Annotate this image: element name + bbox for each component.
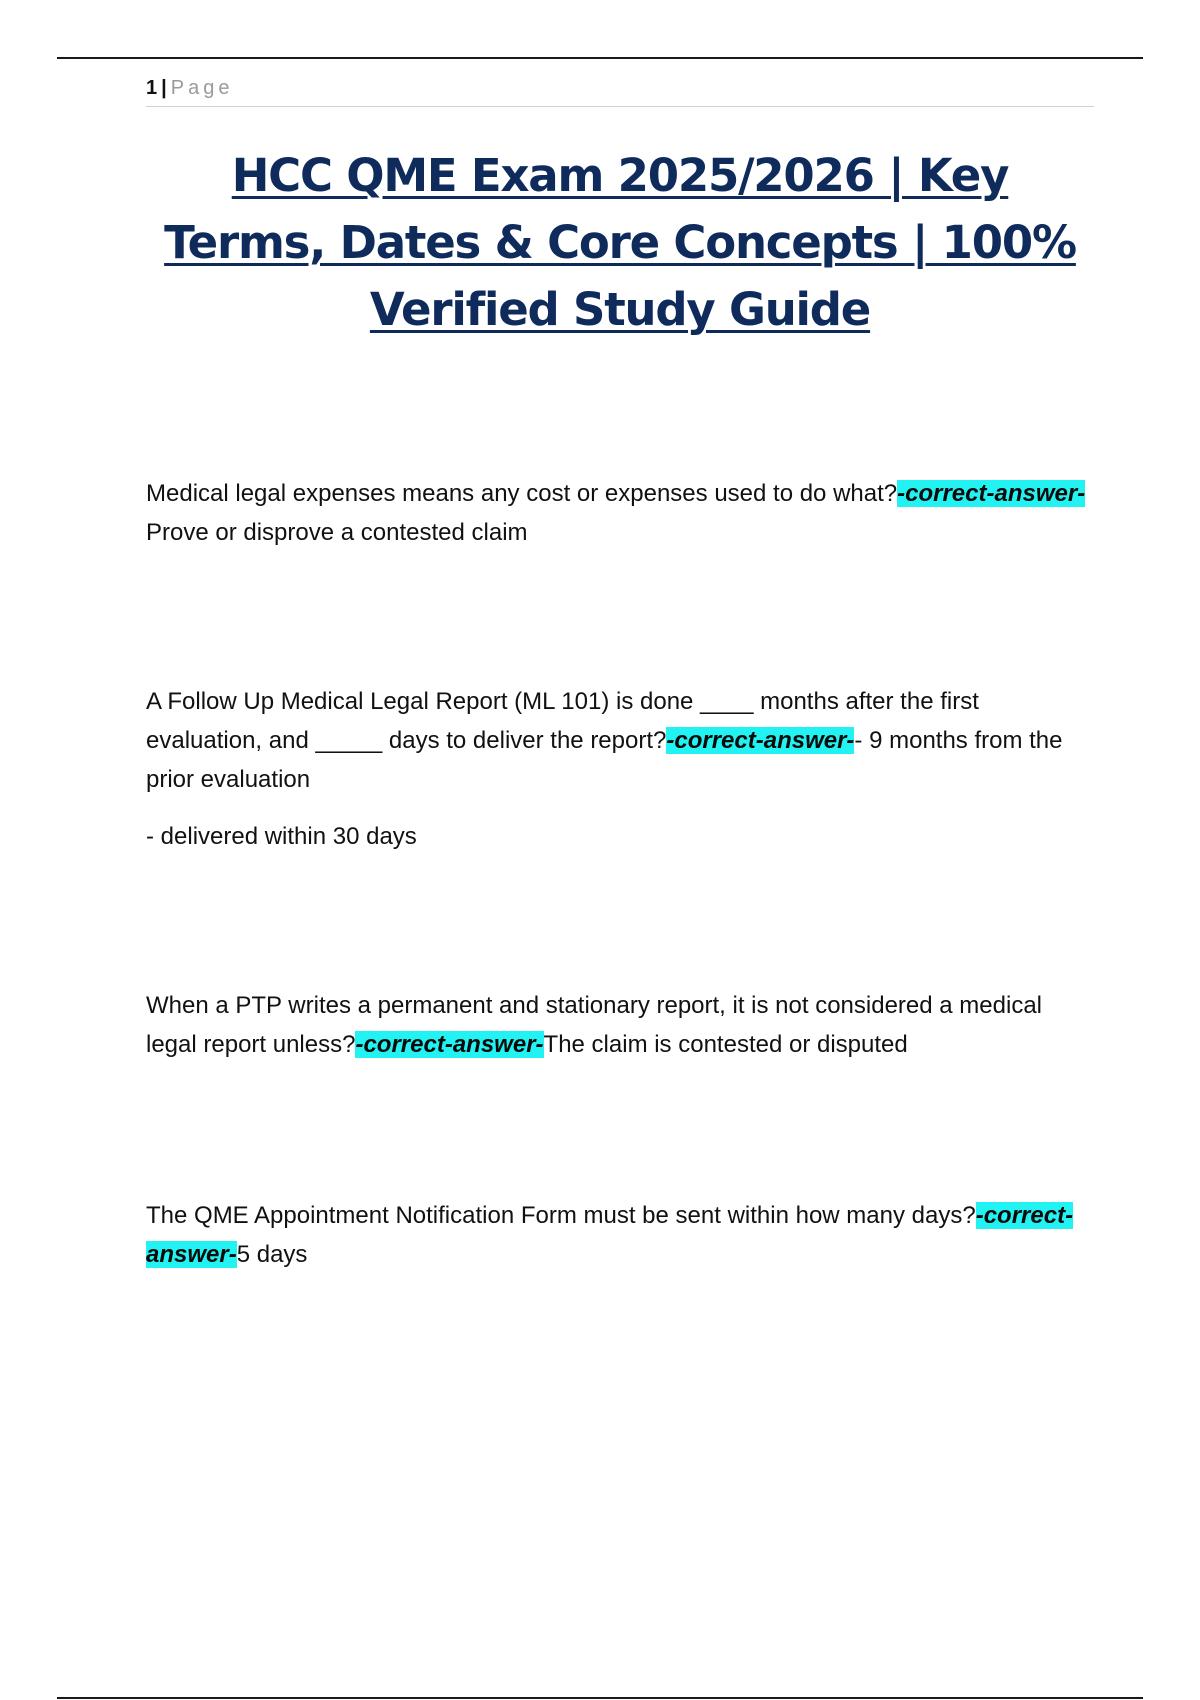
- answer-text: 5 days: [236, 1241, 308, 1268]
- document-title: HCC QME Exam 2025/2026 | Key Terms, Dates & Core Concepts | 100% Verified Study Guide: [164, 149, 1076, 336]
- qa-item-4: [146, 1196, 1094, 1274]
- question-text: When a PTP writes a permanent and stationary report, it is not considered a medical legal report unless?: [146, 992, 1043, 1058]
- qa-item-3: [146, 986, 1094, 1064]
- qa-paragraph: [146, 682, 1094, 799]
- answer-marker: -correct-answer-: [146, 1202, 1074, 1268]
- answer-text: - 9 months from the prior evaluation: [146, 727, 1063, 793]
- qa-item-1: [146, 474, 1094, 552]
- question-text: A Follow Up Medical Legal Report (ML 101) is done ____ months after the first evaluation, and _____ days to deliver the report?: [146, 688, 979, 754]
- page-label: Page: [170, 77, 234, 99]
- page-number: 1: [146, 77, 158, 99]
- answer-marker: -correct-answer-: [355, 1031, 544, 1058]
- page-top-rule: [57, 57, 1143, 59]
- question-text: The QME Appointment Notification Form must be sent within how many days?: [146, 1202, 976, 1229]
- page-header: [146, 76, 1094, 107]
- qa-paragraph: [146, 986, 1094, 1064]
- answer-marker: -correct-answer-: [666, 727, 855, 754]
- answer-text: The claim is contested or disputed: [543, 1031, 908, 1058]
- page-separator: |: [161, 77, 167, 99]
- qa-item-2: [146, 682, 1094, 856]
- qa-paragraph: [146, 1196, 1094, 1274]
- answer-text: Prove or disprove a contested claim: [146, 519, 528, 546]
- qa-paragraph: [146, 474, 1094, 552]
- question-text: Medical legal expenses means any cost or expenses used to do what?: [146, 480, 898, 507]
- answer-marker: -correct-answer-: [897, 480, 1086, 507]
- page-bottom-rule: [57, 1697, 1143, 1699]
- answer-extra-line: - delivered within 30 days: [146, 823, 417, 850]
